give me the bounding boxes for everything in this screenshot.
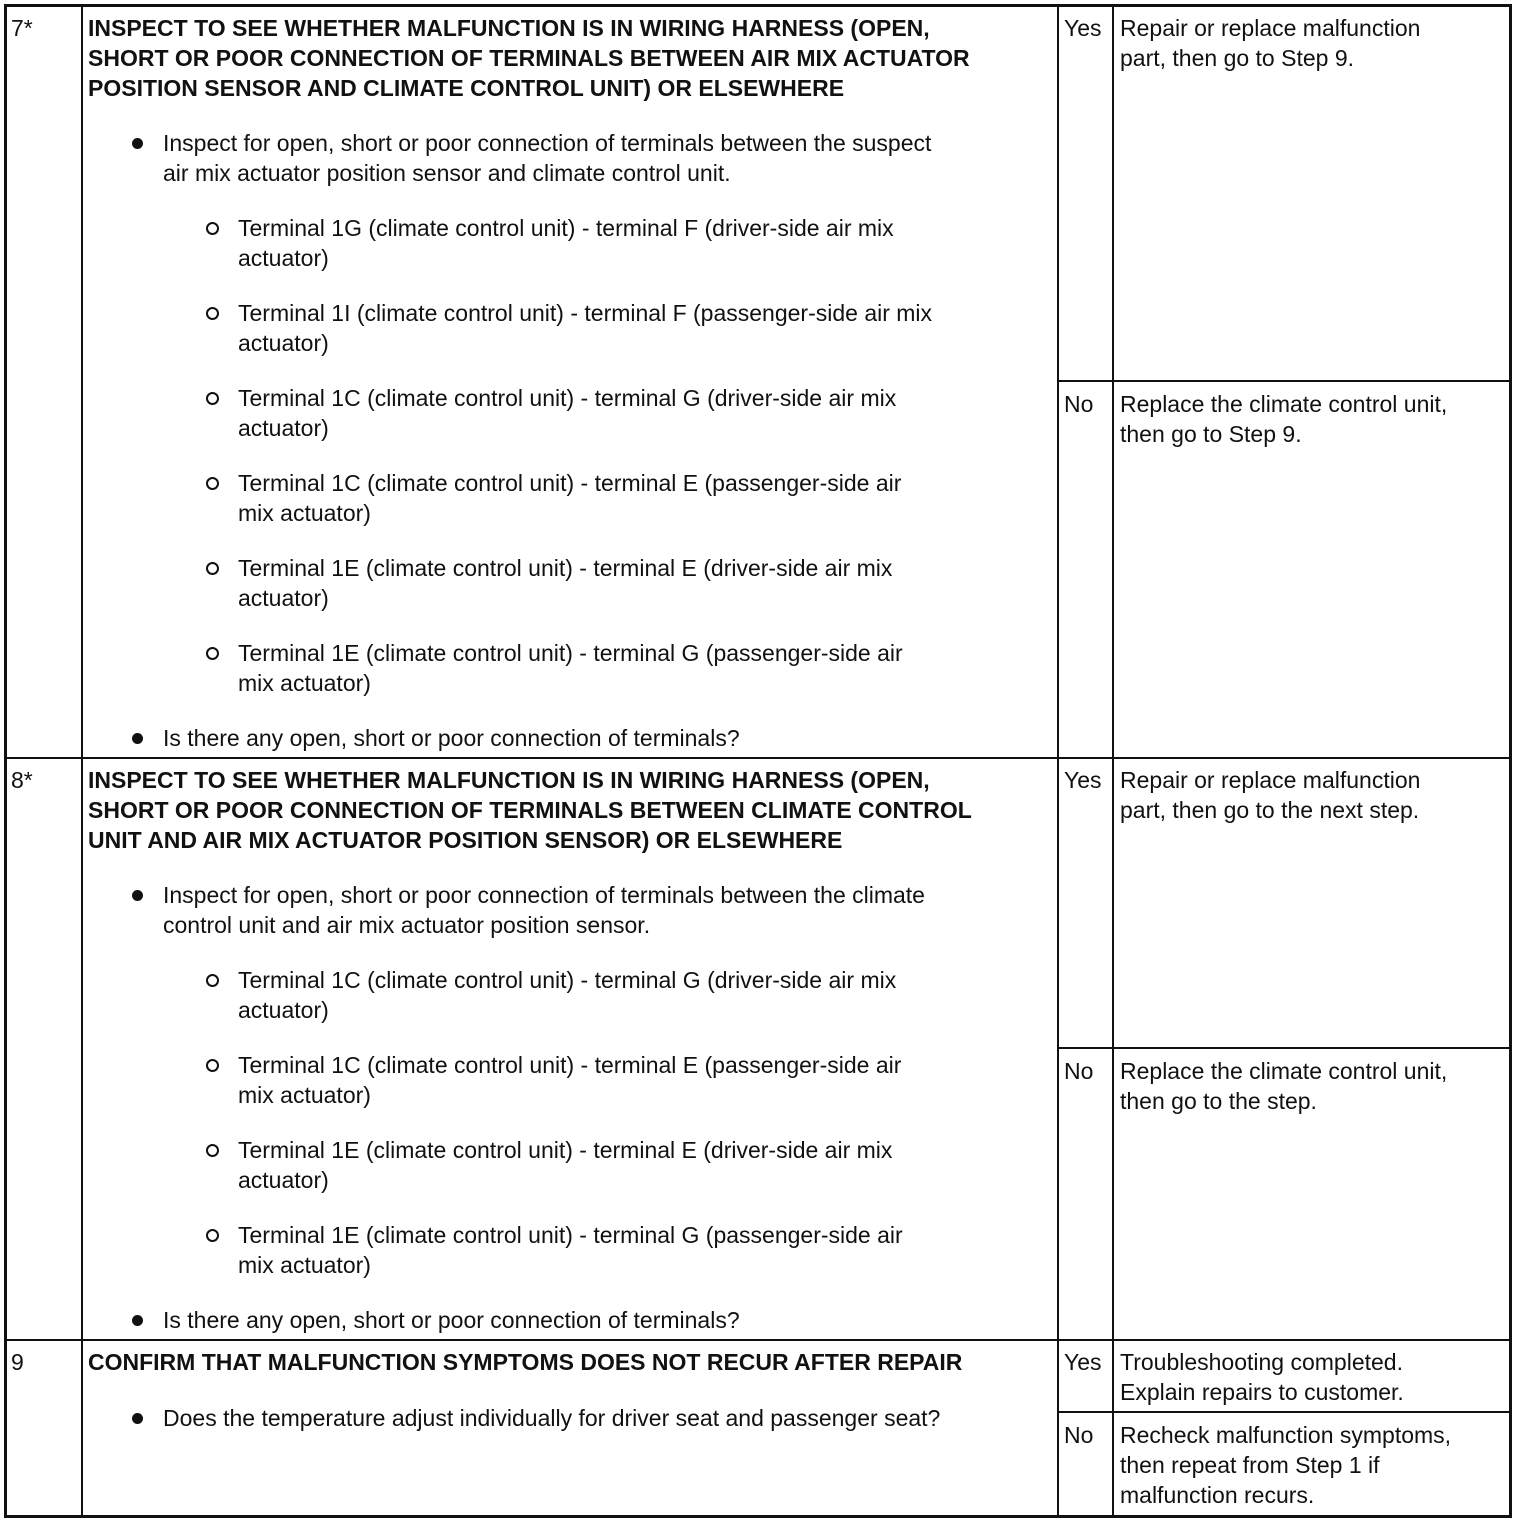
no-action: Replace the climate control unit,: [1120, 391, 1448, 417]
inspection-question: Is there any open, short or poor connection of terminals?: [163, 1307, 740, 1333]
terminal-check-item: Terminal 1E (climate control unit) - terminal E (driver-side air mix: [238, 1137, 893, 1163]
step-heading: POSITION SENSOR AND CLIMATE CONTROL UNIT) OR ELSEWHERE: [88, 75, 845, 101]
terminal-check-item: actuator): [238, 245, 329, 271]
step-heading: SHORT OR POOR CONNECTION OF TERMINALS BETWEEN CLIMATE CONTROL: [88, 797, 972, 823]
bullet-icon: [132, 138, 143, 149]
terminal-check-item: actuator): [238, 1167, 329, 1193]
yes-no-divider-9: [1057, 1411, 1509, 1413]
yes-action: Repair or replace malfunction: [1120, 767, 1421, 793]
open-circle-icon: [206, 307, 219, 320]
terminal-check-item: Terminal 1E (climate control unit) - terminal G (passenger-side air: [238, 640, 903, 666]
terminal-check-item: actuator): [238, 997, 329, 1023]
result-no-label: No: [1064, 1422, 1094, 1448]
terminal-check-item: Terminal 1G (climate control unit) - terminal F (driver-side air mix: [238, 215, 894, 241]
open-circle-icon: [206, 477, 219, 490]
inspection-question: Is there any open, short or poor connection of terminals?: [163, 725, 740, 751]
no-action: Recheck malfunction symptoms,: [1120, 1422, 1452, 1448]
row-divider-7-8: [4, 757, 1509, 759]
open-circle-icon: [206, 1144, 219, 1157]
open-circle-icon: [206, 974, 219, 987]
terminal-check-item: mix actuator): [238, 670, 371, 696]
yes-action: Repair or replace malfunction: [1120, 15, 1421, 41]
terminal-check-item: actuator): [238, 585, 329, 611]
column-divider-result: [1057, 4, 1059, 1515]
row-divider-8-9: [4, 1339, 1509, 1341]
bullet-icon: [132, 890, 143, 901]
yes-action: Explain repairs to customer.: [1120, 1379, 1404, 1405]
column-divider-step: [81, 4, 83, 1515]
bullet-icon: [132, 1413, 143, 1424]
terminal-check-item: mix actuator): [238, 1252, 371, 1278]
result-no-label: No: [1064, 1058, 1094, 1084]
no-action: then go to the step.: [1120, 1088, 1317, 1114]
open-circle-icon: [206, 647, 219, 660]
bullet-icon: [132, 733, 143, 744]
inspection-instruction: air mix actuator position sensor and climate control unit.: [163, 160, 731, 186]
terminal-check-item: actuator): [238, 330, 329, 356]
step-number: 9: [11, 1349, 24, 1375]
result-yes-label: Yes: [1064, 15, 1102, 41]
terminal-check-item: Terminal 1C (climate control unit) - terminal E (passenger-side air: [238, 1052, 902, 1078]
bullet-icon: [132, 1315, 143, 1326]
step-heading: INSPECT TO SEE WHETHER MALFUNCTION IS IN WIRING HARNESS (OPEN,: [88, 15, 930, 41]
yes-action: part, then go to Step 9.: [1120, 45, 1354, 71]
yes-action: part, then go to the next step.: [1120, 797, 1420, 823]
yes-no-divider-8: [1057, 1047, 1509, 1049]
result-yes-label: Yes: [1064, 767, 1102, 793]
terminal-check-item: Terminal 1C (climate control unit) - terminal G (driver-side air mix: [238, 385, 897, 411]
no-action: Replace the climate control unit,: [1120, 1058, 1448, 1084]
result-no-label: No: [1064, 391, 1094, 417]
terminal-check-item: Terminal 1I (climate control unit) - terminal F (passenger-side air mix: [238, 300, 933, 326]
open-circle-icon: [206, 392, 219, 405]
no-action: then go to Step 9.: [1120, 421, 1302, 447]
open-circle-icon: [206, 1229, 219, 1242]
terminal-check-item: mix actuator): [238, 1082, 371, 1108]
column-divider-action: [1112, 4, 1114, 1515]
no-action: malfunction recurs.: [1120, 1482, 1315, 1508]
yes-no-divider-7: [1057, 380, 1509, 382]
step-heading: SHORT OR POOR CONNECTION OF TERMINALS BETWEEN AIR MIX ACTUATOR: [88, 45, 970, 71]
step-heading: UNIT AND AIR MIX ACTUATOR POSITION SENSOR) OR ELSEWHERE: [88, 827, 843, 853]
step-heading: CONFIRM THAT MALFUNCTION SYMPTOMS DOES NOT RECUR AFTER REPAIR: [88, 1349, 963, 1375]
terminal-check-item: Terminal 1E (climate control unit) - terminal G (passenger-side air: [238, 1222, 903, 1248]
yes-action: Troubleshooting completed.: [1120, 1349, 1403, 1375]
terminal-check-item: Terminal 1E (climate control unit) - terminal E (driver-side air mix: [238, 555, 893, 581]
inspection-instruction: Inspect for open, short or poor connection of terminals between the suspect: [163, 130, 932, 156]
terminal-check-item: Terminal 1C (climate control unit) - terminal G (driver-side air mix: [238, 967, 897, 993]
terminal-check-item: mix actuator): [238, 500, 371, 526]
terminal-check-item: actuator): [238, 415, 329, 441]
inspection-instruction: Inspect for open, short or poor connection of terminals between the climate: [163, 882, 925, 908]
inspection-instruction: control unit and air mix actuator position sensor.: [163, 912, 651, 938]
result-yes-label: Yes: [1064, 1349, 1102, 1375]
step-number: 7*: [11, 15, 33, 41]
open-circle-icon: [206, 1059, 219, 1072]
step-heading: INSPECT TO SEE WHETHER MALFUNCTION IS IN WIRING HARNESS (OPEN,: [88, 767, 930, 793]
terminal-check-item: Terminal 1C (climate control unit) - terminal E (passenger-side air: [238, 470, 902, 496]
inspection-question: Does the temperature adjust individually for driver seat and passenger seat?: [163, 1405, 941, 1431]
no-action: then repeat from Step 1 if: [1120, 1452, 1380, 1478]
open-circle-icon: [206, 222, 219, 235]
step-number: 8*: [11, 767, 33, 793]
open-circle-icon: [206, 562, 219, 575]
